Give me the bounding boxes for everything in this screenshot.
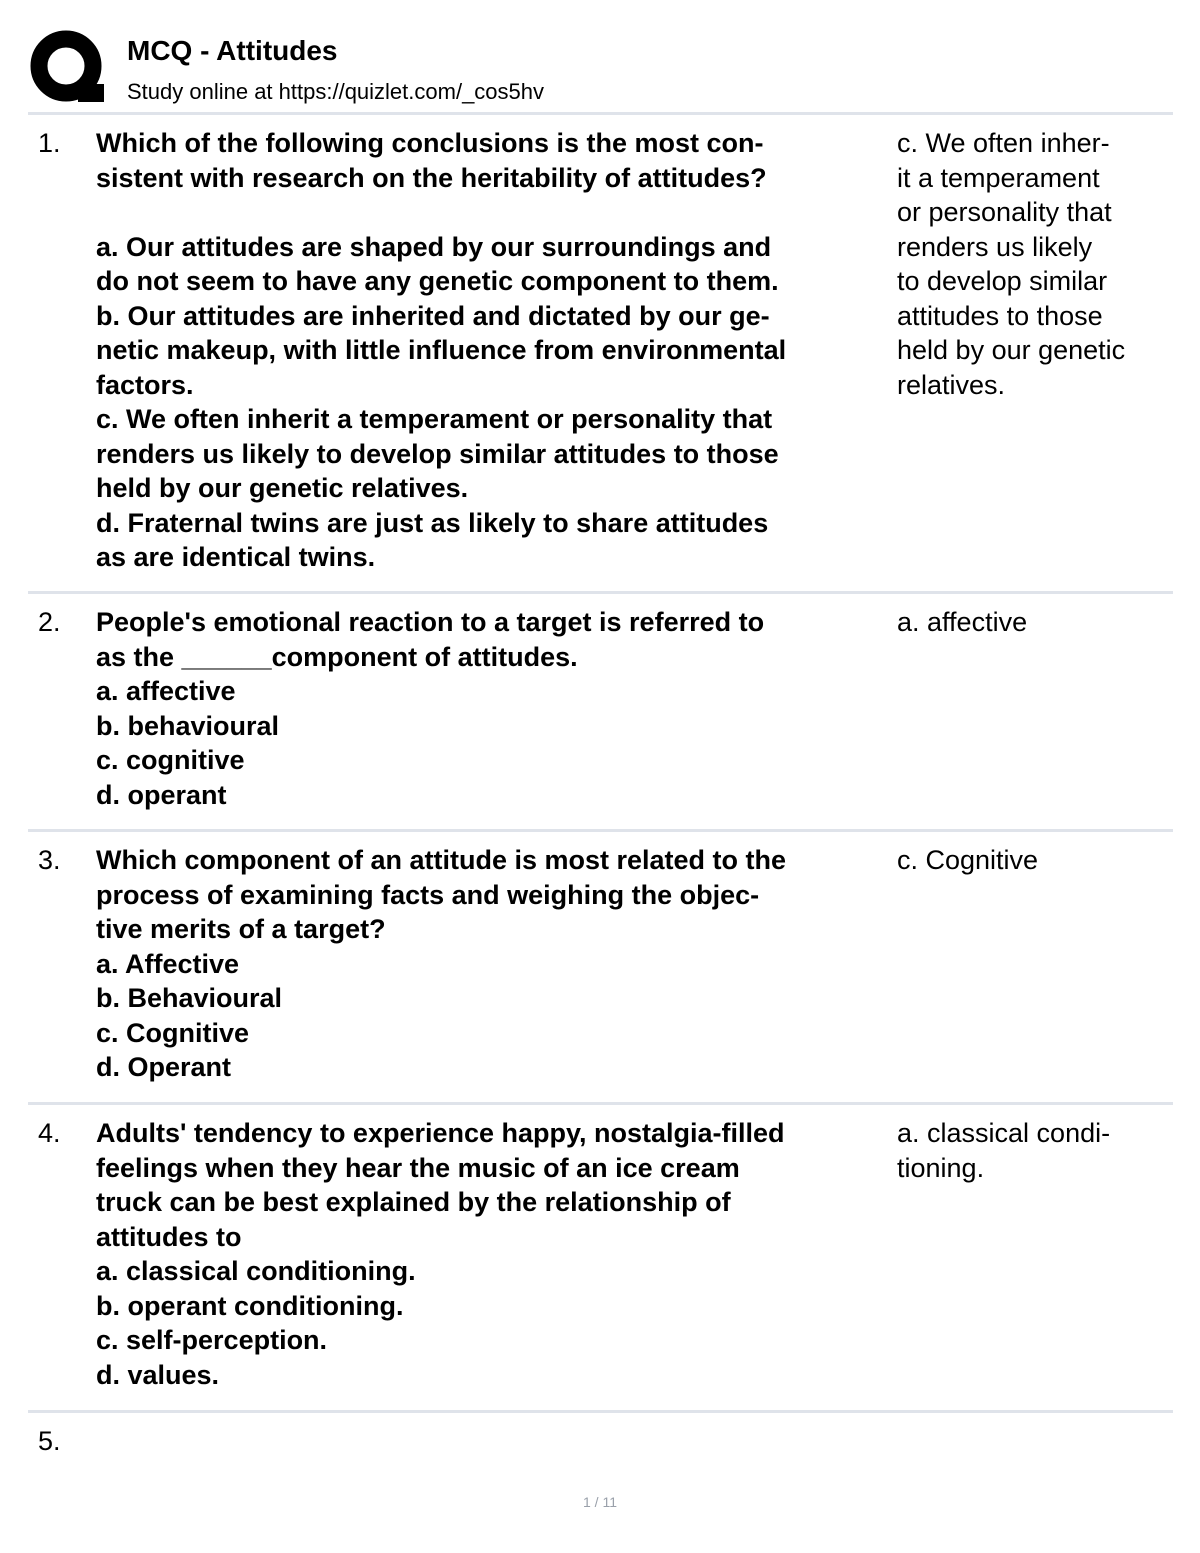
question-line: attitudes to bbox=[96, 1221, 242, 1252]
option-line: do not seem to have any genetic component to them. bbox=[96, 266, 779, 296]
question-line: People's emotional reaction to a target is referred to bbox=[96, 607, 765, 637]
question-text bbox=[96, 605, 891, 812]
question-line-blank bbox=[96, 195, 891, 230]
option-line: d. Operant bbox=[96, 1052, 232, 1082]
answer-line: it a temperament bbox=[897, 162, 1100, 193]
answer-line: c. Cognitive bbox=[897, 845, 1039, 875]
question-line: Which of the following conclusions is the most con- bbox=[96, 128, 764, 158]
document-title: MCQ - Attitudes bbox=[127, 35, 338, 66]
question-number: 5. bbox=[38, 1426, 61, 1456]
answer-line: renders us likely bbox=[897, 231, 1093, 262]
divider bbox=[28, 1102, 1173, 1105]
answer-text bbox=[897, 605, 1187, 640]
answer-line: relatives. bbox=[897, 369, 1006, 400]
question-line: Adults' tendency to experience happy, nostalgia-filled bbox=[96, 1118, 785, 1148]
question-line: as the ______component of attitudes. bbox=[96, 641, 578, 672]
option-line: a. Affective bbox=[96, 948, 240, 979]
answer-line: tioning. bbox=[897, 1152, 985, 1183]
question-line: sistent with research on the heritability of attitudes? bbox=[96, 162, 767, 193]
option-line: netic makeup, with little influence from environmental bbox=[96, 335, 787, 365]
option-line: factors. bbox=[96, 369, 194, 400]
divider bbox=[28, 112, 1173, 115]
divider bbox=[28, 591, 1173, 594]
option-line: c. self-perception. bbox=[96, 1325, 328, 1355]
question-line: feelings when they hear the music of an ice cream bbox=[96, 1152, 740, 1183]
option-line: as are identical twins. bbox=[96, 542, 376, 572]
question-number: 2. bbox=[38, 607, 61, 637]
option-line: d. values. bbox=[96, 1359, 220, 1390]
question-text bbox=[96, 126, 891, 575]
option-line: a. affective bbox=[96, 676, 236, 706]
question-line: process of examining facts and weighing the objec- bbox=[96, 879, 760, 910]
option-line: b. operant conditioning. bbox=[96, 1290, 404, 1321]
question-number: 3. bbox=[38, 845, 61, 875]
question-number: 4. bbox=[38, 1118, 61, 1148]
option-line: a. Our attitudes are shaped by our surroundings and bbox=[96, 231, 772, 262]
answer-line: a. affective bbox=[897, 607, 1028, 637]
divider bbox=[28, 1410, 1173, 1413]
option-line: a. classical conditioning. bbox=[96, 1256, 416, 1286]
answer-line: a. classical condi- bbox=[897, 1118, 1111, 1148]
page-number: 1 / 11 bbox=[583, 1494, 617, 1510]
question-number: 1. bbox=[38, 128, 61, 158]
option-line: c. We often inherit a temperament or personality that bbox=[96, 404, 773, 434]
option-line: b. Behavioural bbox=[96, 983, 283, 1013]
answer-line: to develop similar bbox=[897, 266, 1108, 296]
option-line: held by our genetic relatives. bbox=[96, 473, 469, 503]
answer-line: or personality that bbox=[897, 197, 1112, 227]
page-header bbox=[30, 30, 1172, 110]
answer-line: c. We often inher- bbox=[897, 128, 1110, 158]
question-line: truck can be best explained by the relationship of bbox=[96, 1187, 731, 1217]
answer-text bbox=[897, 1116, 1187, 1185]
study-online-link-text: Study online at https://quizlet.com/_cos5hv bbox=[127, 79, 545, 104]
answer-text bbox=[897, 126, 1187, 402]
question-text bbox=[96, 843, 891, 1085]
question-line: tive merits of a target? bbox=[96, 914, 386, 944]
question-line: Which component of an attitude is most related to the bbox=[96, 845, 787, 875]
option-line: d. Fraternal twins are just as likely to share attitudes bbox=[96, 507, 769, 538]
question-text bbox=[96, 1116, 891, 1392]
answer-line: held by our genetic bbox=[897, 335, 1126, 365]
answer-line: attitudes to those bbox=[897, 300, 1103, 331]
option-line: d. operant bbox=[96, 779, 227, 810]
option-line: c. Cognitive bbox=[96, 1017, 250, 1048]
option-line: b. behavioural bbox=[96, 710, 280, 741]
option-line: c. cognitive bbox=[96, 745, 245, 775]
quizlet-logo-icon bbox=[30, 30, 106, 106]
option-line: b. Our attitudes are inherited and dictated by our ge- bbox=[96, 300, 770, 331]
answer-text bbox=[897, 843, 1187, 878]
option-line: renders us likely to develop similar attitudes to those bbox=[96, 438, 779, 469]
divider bbox=[28, 829, 1173, 832]
